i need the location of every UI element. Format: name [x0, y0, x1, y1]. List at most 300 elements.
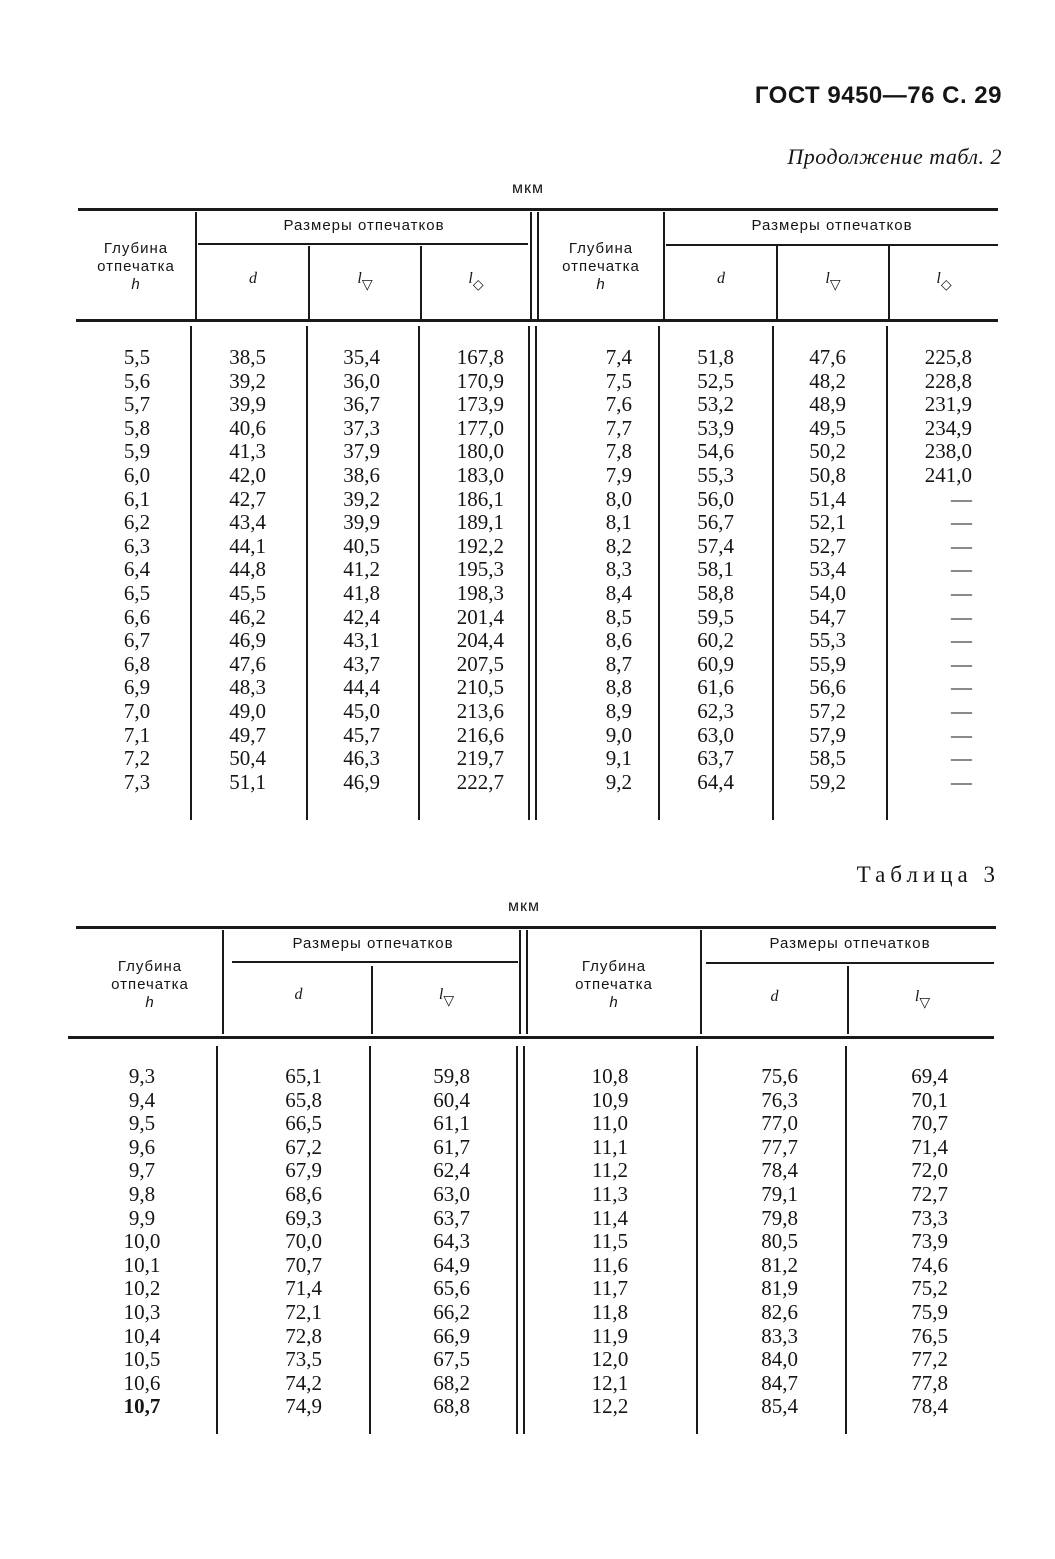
- table-cell: 77,8: [911, 1370, 948, 1395]
- table-cell: 66,2: [433, 1299, 470, 1324]
- table-3-sizes-heading-right: Размеры отпечатков: [769, 935, 931, 952]
- table-2-col-d-right-values: [668, 346, 734, 794]
- table-cell: 10,4: [123, 1323, 161, 1348]
- table-2-body-vline: [535, 326, 537, 820]
- heading-line: Глубина: [568, 240, 634, 257]
- table-3-col-ltri-right: [850, 988, 995, 1011]
- table-cell: 46,2: [229, 604, 266, 629]
- table-cell: 8,9: [605, 698, 632, 723]
- table-cell: 76,5: [911, 1323, 948, 1348]
- table-cell: 43,7: [343, 651, 380, 676]
- table-cell: 46,3: [343, 746, 380, 771]
- table-2-col-d-right: [666, 270, 776, 288]
- triangle-icon: ▽: [361, 278, 373, 293]
- table-2-col-ldia-left: [422, 270, 530, 293]
- table-cell: 84,7: [761, 1370, 798, 1395]
- table-2-col-ltri-right-values: [780, 346, 846, 794]
- table-cell: 11,8: [592, 1299, 628, 1324]
- table-cell: 37,9: [343, 439, 380, 464]
- table-cell: 238,0: [924, 439, 972, 464]
- diamond-icon: ◇: [472, 278, 484, 293]
- table-cell: 10,0: [123, 1229, 161, 1254]
- table-cell: 5,7: [123, 392, 151, 417]
- col-symbol: l: [357, 270, 362, 287]
- col-symbol: d: [294, 986, 303, 1003]
- table-cell: 64,4: [697, 769, 734, 794]
- triangle-icon: ▽: [829, 278, 841, 293]
- table-cell: 10,5: [123, 1347, 161, 1372]
- table-cell: 61,7: [433, 1134, 470, 1159]
- table-cell: 5,6: [123, 368, 151, 393]
- heading-line: отпечатка: [111, 976, 189, 993]
- table-2-group-rule-right: [666, 244, 998, 246]
- table-cell: 216,6: [456, 722, 504, 747]
- table-cell: 186,1: [456, 486, 504, 511]
- table-cell: 59,2: [809, 769, 846, 794]
- table-cell: 228,8: [924, 368, 972, 393]
- table-cell: 5,8: [123, 415, 151, 440]
- table-3-col-ltri-left-values: [398, 1065, 470, 1419]
- table-cell: 54,0: [809, 580, 846, 605]
- table-cell: 51,8: [697, 345, 734, 369]
- table-cell: 80,5: [761, 1229, 798, 1254]
- table-cell: 6,6: [123, 604, 151, 629]
- table-cell: 47,6: [229, 651, 266, 676]
- table-cell: 10,8: [591, 1064, 629, 1088]
- table-cell: 74,2: [285, 1370, 322, 1395]
- table-cell: 11,4: [592, 1205, 628, 1230]
- table-cell: 68,6: [285, 1181, 322, 1206]
- table-cell: 39,2: [229, 368, 266, 393]
- table-2-col-ltri-left: [310, 270, 420, 293]
- table-cell: 51,4: [809, 486, 846, 511]
- table-cell: 40,6: [229, 415, 266, 440]
- table-cell: 54,7: [809, 604, 846, 629]
- heading-symbol: h: [131, 276, 141, 293]
- table-cell: 50,2: [809, 439, 846, 464]
- table-cell: 222,7: [456, 769, 504, 794]
- table-cell: 37,3: [343, 415, 380, 440]
- table-cell: 9,6: [128, 1134, 156, 1159]
- table-cell: 10,2: [123, 1276, 161, 1301]
- table-cell: 65,1: [285, 1064, 322, 1088]
- table-cell: 71,4: [285, 1276, 322, 1301]
- table-cell: 6,2: [123, 510, 151, 535]
- table-2-body-vline: [418, 326, 420, 820]
- table-cell: —: [951, 746, 972, 771]
- table-3-vline: [222, 930, 224, 1034]
- table-cell: 56,6: [809, 675, 846, 700]
- table-cell: 11,1: [592, 1134, 628, 1159]
- table-cell: 60,4: [433, 1087, 470, 1112]
- table-cell: 70,7: [911, 1111, 948, 1136]
- table-cell: 10,7: [123, 1394, 161, 1419]
- table-2-col-h-left: [100, 346, 174, 794]
- table-cell: 45,5: [229, 580, 266, 605]
- table-cell: 11,3: [592, 1181, 628, 1206]
- table-cell: 50,8: [809, 462, 846, 487]
- table-cell: 74,6: [911, 1252, 948, 1277]
- table-cell: 8,6: [605, 628, 632, 653]
- table-cell: 7,7: [605, 415, 632, 440]
- table-cell: 7,0: [123, 698, 151, 723]
- table-2-vline: [663, 212, 665, 322]
- table-cell: 219,7: [456, 746, 504, 771]
- table-2-col-d-left: [198, 270, 308, 288]
- table-cell: 8,8: [605, 675, 632, 700]
- table-2-col-ltri-right: [778, 270, 888, 293]
- col-symbol: l: [914, 988, 920, 1005]
- table-cell: 67,2: [285, 1134, 322, 1159]
- table-cell: 52,5: [697, 368, 734, 393]
- table-cell: 8,7: [605, 651, 632, 676]
- col-symbol: d: [717, 270, 725, 287]
- table-cell: 72,0: [911, 1158, 948, 1183]
- table-cell: 68,2: [433, 1370, 470, 1395]
- table-cell: 12,0: [591, 1347, 629, 1372]
- table-3-col-ltri-left: [374, 986, 519, 1009]
- heading-line: Глубина: [581, 958, 647, 975]
- table-cell: 7,4: [605, 345, 632, 369]
- heading-symbol: h: [609, 994, 619, 1011]
- table-cell: 49,0: [229, 698, 266, 723]
- table-cell: 82,6: [761, 1299, 798, 1324]
- col-symbol: l: [825, 270, 830, 287]
- table-cell: 70,1: [911, 1087, 948, 1112]
- table-cell: —: [951, 486, 972, 511]
- table-cell: —: [951, 698, 972, 723]
- table-cell: 9,1: [605, 746, 632, 771]
- table-cell: 74,9: [285, 1394, 322, 1419]
- col-symbol: l: [438, 986, 444, 1003]
- table-cell: 77,0: [761, 1111, 798, 1136]
- table-cell: 10,9: [591, 1087, 629, 1112]
- table-cell: 41,2: [343, 557, 380, 582]
- table-cell: 59,5: [697, 604, 734, 629]
- table-cell: 10,1: [123, 1252, 161, 1277]
- table-cell: 41,3: [229, 439, 266, 464]
- table-3-top-rule: [76, 926, 996, 929]
- table-cell: 77,2: [911, 1347, 948, 1372]
- table-cell: 53,2: [697, 392, 734, 417]
- table-cell: 43,4: [229, 510, 266, 535]
- table-cell: 63,7: [697, 746, 734, 771]
- table-cell: 52,1: [809, 510, 846, 535]
- table-cell: 45,7: [343, 722, 380, 747]
- table-3-vline: [847, 966, 849, 1034]
- table-cell: 66,5: [285, 1111, 322, 1136]
- diamond-icon: ◇: [940, 278, 952, 293]
- table-3-sizes-heading-left: Размеры отпечатков: [292, 935, 454, 952]
- table-3-body-vline: [696, 1046, 698, 1434]
- table-cell: 63,0: [697, 722, 734, 747]
- table-cell: 73,3: [911, 1205, 948, 1230]
- table-cell: 5,9: [123, 439, 151, 464]
- table-cell: 51,1: [229, 769, 266, 794]
- table-cell: 68,8: [433, 1394, 470, 1419]
- table-cell: 6,3: [123, 533, 151, 558]
- table-cell: 72,8: [285, 1323, 322, 1348]
- table-cell: —: [951, 533, 972, 558]
- table-3-group-rule-left: [232, 961, 518, 963]
- table-cell: 39,9: [229, 392, 266, 417]
- table-cell: 9,0: [605, 722, 632, 747]
- table-cell: 11,5: [592, 1229, 628, 1254]
- table-2-col-ldia-left-values: [422, 346, 504, 794]
- table-cell: 180,0: [456, 439, 504, 464]
- table-cell: 6,0: [123, 462, 151, 487]
- table-cell: 11,7: [592, 1276, 628, 1301]
- table-cell: 9,4: [128, 1087, 156, 1112]
- table-3-col-d-left: [226, 986, 371, 1004]
- table-cell: 69,4: [911, 1064, 948, 1088]
- table-3-body-vline: [369, 1046, 371, 1434]
- table-cell: 38,5: [229, 345, 266, 369]
- table-cell: 55,3: [809, 628, 846, 653]
- table-cell: 61,6: [697, 675, 734, 700]
- table-cell: 60,2: [697, 628, 734, 653]
- table-cell: 49,5: [809, 415, 846, 440]
- table-cell: 8,1: [605, 510, 632, 535]
- table-2-depth-heading-left: [78, 240, 194, 294]
- table-cell: 64,3: [433, 1229, 470, 1254]
- table-cell: 12,2: [591, 1394, 629, 1419]
- table-cell: 11,9: [592, 1323, 628, 1348]
- table-cell: 198,3: [456, 580, 504, 605]
- table-cell: —: [951, 675, 972, 700]
- table-cell: —: [951, 651, 972, 676]
- table-cell: 39,9: [343, 510, 380, 535]
- table-cell: 56,7: [697, 510, 734, 535]
- table-cell: 204,4: [456, 628, 504, 653]
- table-cell: 75,2: [911, 1276, 948, 1301]
- table-cell: 8,4: [605, 580, 632, 605]
- table-cell: 79,1: [761, 1181, 798, 1206]
- table-cell: 234,9: [924, 415, 972, 440]
- table-2-top-rule: [78, 208, 998, 211]
- table-cell: 55,9: [809, 651, 846, 676]
- table-cell: 9,8: [128, 1181, 156, 1206]
- table-cell: 73,9: [911, 1229, 948, 1254]
- table-cell: 225,8: [924, 345, 972, 369]
- table-cell: 9,2: [605, 769, 632, 794]
- table-cell: 58,5: [809, 746, 846, 771]
- table-cell: —: [951, 722, 972, 747]
- table-cell: —: [951, 557, 972, 582]
- table-cell: 5,5: [123, 345, 151, 369]
- table-cell: 85,4: [761, 1394, 798, 1419]
- table-cell: 44,4: [343, 675, 380, 700]
- table-cell: 78,4: [761, 1158, 798, 1183]
- table-3-vline: [526, 930, 528, 1034]
- table-2-body-vline: [772, 326, 774, 820]
- table-cell: 53,4: [809, 557, 846, 582]
- table-cell: 65,8: [285, 1087, 322, 1112]
- table-3-col-d-left-values: [250, 1065, 322, 1419]
- table-cell: 67,9: [285, 1158, 322, 1183]
- table-cell: 77,7: [761, 1134, 798, 1159]
- table-cell: 76,3: [761, 1087, 798, 1112]
- page-header: ГОСТ 9450—76 С. 29: [754, 82, 1002, 109]
- table-cell: 40,5: [343, 533, 380, 558]
- table-cell: 11,6: [592, 1252, 628, 1277]
- table-2-vline: [195, 212, 197, 322]
- table-cell: 67,5: [433, 1347, 470, 1372]
- table-3-vline: [700, 930, 702, 1034]
- table-cell: 63,7: [433, 1205, 470, 1230]
- table-2-vline: [530, 212, 532, 322]
- table-cell: 75,6: [761, 1064, 798, 1088]
- table-cell: 195,3: [456, 557, 504, 582]
- table-cell: 12,1: [591, 1370, 629, 1395]
- col-symbol: l: [936, 270, 941, 287]
- table-cell: 48,2: [809, 368, 846, 393]
- table-cell: 48,3: [229, 675, 266, 700]
- table-cell: 173,9: [456, 392, 504, 417]
- heading-line: отпечатка: [562, 258, 640, 275]
- table-cell: 59,8: [433, 1064, 470, 1088]
- table-2-body-vline: [190, 326, 192, 820]
- table-2-body-vline: [528, 326, 530, 820]
- table-cell: 71,4: [911, 1134, 948, 1159]
- table-cell: 64,9: [433, 1252, 470, 1277]
- table-3-group-rule-right: [706, 962, 994, 964]
- table-cell: 7,5: [605, 368, 632, 393]
- table-cell: 9,5: [128, 1111, 156, 1136]
- table-cell: 54,6: [697, 439, 734, 464]
- table-cell: 7,2: [123, 746, 151, 771]
- table-2-body-vline: [306, 326, 308, 820]
- table-cell: 65,6: [433, 1276, 470, 1301]
- table-cell: 9,3: [128, 1064, 156, 1088]
- table-cell: 53,9: [697, 415, 734, 440]
- table-cell: 66,9: [433, 1323, 470, 1348]
- table-cell: 75,9: [911, 1299, 948, 1324]
- table-cell: 46,9: [229, 628, 266, 653]
- table-cell: 44,8: [229, 557, 266, 582]
- table-cell: 55,3: [697, 462, 734, 487]
- table-cell: 42,4: [343, 604, 380, 629]
- table-cell: 78,4: [911, 1394, 948, 1419]
- table-3-depth-heading-right: [530, 958, 698, 1012]
- col-symbol: l: [468, 270, 473, 287]
- table-cell: 11,2: [592, 1158, 628, 1183]
- table-cell: 72,7: [911, 1181, 948, 1206]
- table-3-depth-heading-left: [80, 958, 220, 1012]
- table-cell: 57,2: [809, 698, 846, 723]
- table-cell: 189,1: [456, 510, 504, 535]
- table-cell: 7,3: [123, 769, 151, 794]
- table-2-depth-heading-right: [540, 240, 662, 294]
- table-cell: 8,2: [605, 533, 632, 558]
- table-3-body-vline: [516, 1046, 518, 1434]
- col-symbol: d: [770, 988, 779, 1005]
- table-3-header-rule: [68, 1036, 994, 1039]
- table-cell: 177,0: [456, 415, 504, 440]
- table-cell: 57,9: [809, 722, 846, 747]
- table-cell: 60,9: [697, 651, 734, 676]
- table-2-col-ltri-left-values: [310, 346, 380, 794]
- table-cell: 9,9: [128, 1205, 156, 1230]
- table-cell: 7,1: [123, 722, 151, 747]
- table-cell: 83,3: [761, 1323, 798, 1348]
- table-cell: 10,3: [123, 1299, 161, 1324]
- triangle-icon: ▽: [919, 996, 931, 1011]
- table-cell: 42,0: [229, 462, 266, 487]
- table-cell: 38,6: [343, 462, 380, 487]
- table-cell: 10,6: [123, 1370, 161, 1395]
- unit-label-top: мкм: [512, 180, 544, 197]
- table-cell: —: [951, 769, 972, 794]
- table-2-col-d-left-values: [200, 346, 266, 794]
- table-cell: 6,7: [123, 628, 151, 653]
- table-cell: 70,7: [285, 1252, 322, 1277]
- table-3-title: Таблица 3: [856, 862, 1000, 887]
- table-cell: 192,2: [456, 533, 504, 558]
- heading-line: Глубина: [117, 958, 183, 975]
- table-cell: 49,7: [229, 722, 266, 747]
- table-cell: 8,3: [605, 557, 632, 582]
- table-cell: 35,4: [343, 345, 380, 369]
- table-cell: 8,0: [605, 486, 632, 511]
- table-cell: —: [951, 628, 972, 653]
- unit-label-bottom: мкм: [508, 898, 540, 915]
- heading-line: Глубина: [103, 240, 169, 257]
- table-cell: 201,4: [456, 604, 504, 629]
- heading-line: отпечатка: [575, 976, 653, 993]
- table-3-body-vline: [216, 1046, 218, 1434]
- table-cell: 41,8: [343, 580, 380, 605]
- table-cell: —: [951, 604, 972, 629]
- heading-line: отпечатка: [97, 258, 175, 275]
- table-2-col-h-right: [560, 346, 632, 794]
- table-3-body-vline: [523, 1046, 525, 1434]
- table-cell: 39,2: [343, 486, 380, 511]
- table-3-body-vline: [845, 1046, 847, 1434]
- table-cell: 69,3: [285, 1205, 322, 1230]
- table-cell: 70,0: [285, 1229, 322, 1254]
- table-2-vline: [537, 212, 539, 322]
- table-cell: 7,6: [605, 392, 632, 417]
- table-cell: 9,7: [128, 1158, 156, 1183]
- table-3-vline: [371, 966, 373, 1034]
- table-cell: 167,8: [456, 345, 504, 369]
- table-cell: 11,0: [592, 1111, 628, 1136]
- table-cell: 36,0: [343, 368, 380, 393]
- table-cell: 79,8: [761, 1205, 798, 1230]
- table-cell: 231,9: [924, 392, 972, 417]
- table-2-sizes-heading-left: Размеры отпечатков: [283, 217, 445, 234]
- table-cell: 62,4: [433, 1158, 470, 1183]
- table-3-col-d-right: [702, 988, 847, 1006]
- table-cell: 47,6: [809, 345, 846, 369]
- table-cell: 56,0: [697, 486, 734, 511]
- heading-symbol: h: [145, 994, 155, 1011]
- table-cell: 6,9: [123, 675, 151, 700]
- table-cell: 210,5: [456, 675, 504, 700]
- table-3-col-h-right: [574, 1065, 646, 1419]
- table-cell: 58,1: [697, 557, 734, 582]
- table-cell: 62,3: [697, 698, 734, 723]
- table-cell: 6,5: [123, 580, 151, 605]
- table-3-col-ltri-right-values: [874, 1065, 948, 1419]
- table-cell: 42,7: [229, 486, 266, 511]
- table-2-group-rule-left: [198, 243, 528, 245]
- table-2-col-ldia-right-values: [892, 346, 972, 794]
- triangle-icon: ▽: [443, 994, 455, 1009]
- table-cell: 45,0: [343, 698, 380, 723]
- table-cell: 72,1: [285, 1299, 322, 1324]
